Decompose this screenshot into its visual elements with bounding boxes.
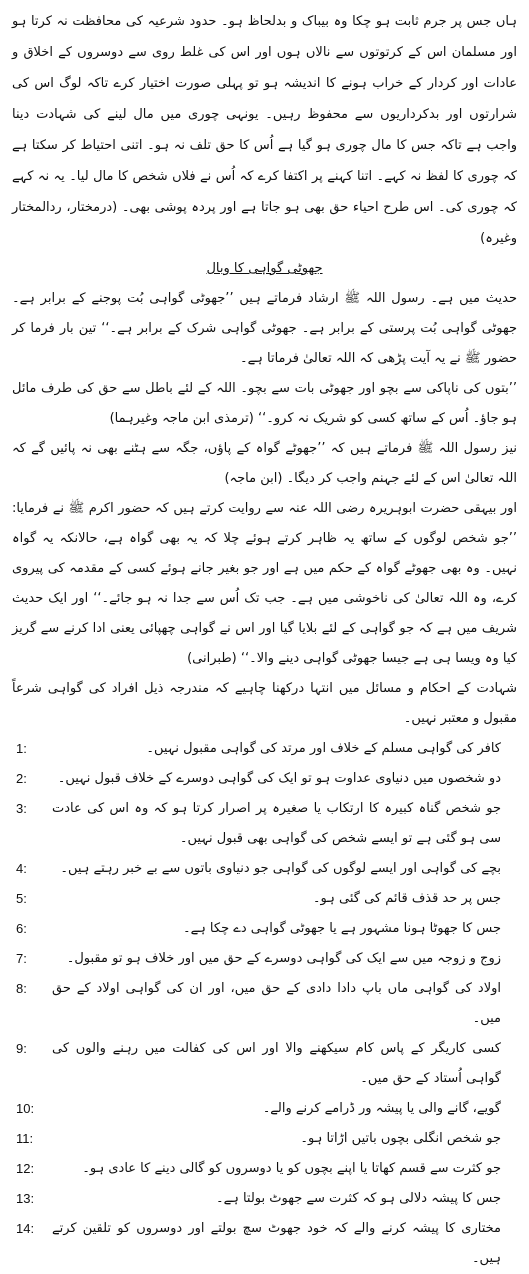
conditions-list — [12, 734, 517, 1274]
item-text: مختاری کا پیشہ کرنے والے کہ خود جھوٹ سچ بولتے اور دوسروں کو تلقین کرتے ہیں۔ — [52, 1221, 501, 1266]
item-number: 8: — [16, 981, 27, 996]
hadith-paragraph-3: اور بیہقی حضرت ابوہریرہ رضی اللہ عنہ سے روایت کرتے ہیں کہ حضور اکرم ﷺ نے فرمایا: ’’جو شخص لوگوں کے ساتھ یہ ظاہر کرتے ہوئے چلا کہ یہ بھی گواہ ہے، حالانکہ یہ گواہ نہیں۔ وہ بھی جھوٹے گواہ کے حکم میں ہے اور جو بغیر جانے ہوئے کسی کے مقدمہ کی پیروی کرے، وہ اللہ تعالیٰ کی ناخوشی میں ہے۔ جب تک اُس سے جدا نہ ہو جائے۔‘‘ اور ایک حدیث شریف میں ہے کہ جو گواہی کے لئے بلایا گیا اور اس نے گواہی چھپائی یعنی ادا کرنے سے گریز کیا وہ ویسا ہی ہے جیسا جھوٹی گواہی دینے والا۔‘‘ (طبرانی) — [12, 501, 517, 666]
list-item — [12, 1154, 517, 1184]
item-text: جو شخص انگلی بچوں باتیں اڑاتا ہو۔ — [300, 1131, 501, 1146]
list-item — [12, 1124, 517, 1154]
list-item — [12, 974, 517, 1034]
item-number: 3: — [16, 801, 27, 816]
item-text: جس کا جھوٹا ہونا مشہور ہے یا جھوٹی گواہی دے چکا ہے۔ — [182, 921, 501, 936]
hadith-paragraph-1: حدیث میں ہے۔ رسول اللہ ﷺ ارشاد فرماتے ہیں ’’جھوٹی گواہی بُت پوجنے کے برابر ہے۔ جھوٹی گواہی بُت پرستی کے برابر ہے۔ جھوٹی گواہی شرک کے برابر ہے۔‘‘ تین بار فرما کر حضور ﷺ نے یہ آیت پڑھی کہ اللہ تعالیٰ فرماتا ہے۔ — [12, 291, 517, 366]
item-number: 11: — [16, 1131, 34, 1146]
item-text: کسی کاریگر کے پاس کام سیکھنے والا اور اس کی کفالت میں رہنے والوں کی گواہی اُستاد کے حق میں۔ — [52, 1041, 501, 1086]
item-number: 2: — [16, 771, 27, 786]
list-item — [12, 794, 517, 854]
item-text: کافر کی گواہی مسلم کے خلاف اور مرتد کی گواہی مقبول نہیں۔ — [146, 741, 501, 756]
section-heading: جھوٹی گواہی کا وبال — [206, 261, 323, 276]
item-text: گویے، گانے والی یا پیشہ ور ڈرامے کرنے والے۔ — [262, 1101, 501, 1116]
list-item — [12, 914, 517, 944]
item-text: جو شخص گناہ کبیرہ کا ارتکاب یا صغیرہ پر اصرار کرتا ہو کہ وہ اس کی عادت سی ہو گئی ہے تو ایسے شخص کی گواہی بھی قبول نہیں۔ — [52, 801, 501, 846]
list-item — [12, 764, 517, 794]
item-number: 9: — [16, 1041, 27, 1056]
item-text: جو کثرت سے قسم کھاتا یا اپنے بچوں کو یا دوسروں کو گالی دینے کا عادی ہو۔ — [82, 1161, 501, 1176]
item-number: 7: — [16, 951, 27, 966]
item-number: 14: — [16, 1221, 35, 1236]
item-text: بچے کی گواہی اور ایسے لوگوں کی گواہی جو دنیاوی باتوں سے بے خبر رہتے ہیں۔ — [60, 861, 501, 876]
item-number: 10: — [16, 1101, 35, 1116]
list-item — [12, 1094, 517, 1124]
verse-quote: ’’بتوں کی ناپاکی سے بچو اور جھوٹی بات سے بچو۔ اللہ کے لئے باطل سے حق کی طرف مائل ہو جاؤ۔ اُس کے ساتھ کسی کو شریک نہ کرو۔‘‘ (ترمذی ابن ماجہ وغیرہما) — [12, 381, 517, 426]
list-item — [12, 884, 517, 914]
intro-paragraph: ہاں جس پر جرم ثابت ہو چکا وہ بیباک و بدلحاظ ہو۔ حدود شرعیہ کی محافظت نہ کرتا ہو اور مسلمان اس کے کرتوتوں سے نالاں ہوں اور اس کی غلط روی سے دوسروں کے اخلاق و عادات اور کردار کے خراب ہونے کا اندیشہ ہو تو پہلی صورت اختیار کرے تاکہ لوگ اس کی شرارتوں اور بدکرداریوں سے محفوظ رہیں۔ یونہی چوری میں مال لینے کی شہادت دینا واجب ہے تاکہ جس کا مال چوری ہو گیا ہے اُس کا حق تلف نہ ہو۔ اتنی احتیاط کر سکتا ہے کہ چوری کا لفظ نہ کہے۔ اتنا کہنے پر اکتفا کرے کہ اُس نے فلاں شخص کا مال لیا۔ یہ نہ کہے کہ چوری کی۔ اس طرح احیاء حق بھی ہو جاتا ہے اور پردہ پوشی بھی۔ (درمختار، ردالمختار وغیرہ) — [12, 14, 517, 246]
item-text: اولاد کی گواہی ماں باپ دادا دادی کے حق میں، اور ان کی گواہی اولاد کے حق میں۔ — [52, 981, 501, 1026]
item-number: 1: — [16, 741, 27, 756]
list-item — [12, 1184, 517, 1214]
item-number: 5: — [16, 891, 27, 906]
conditions-intro: شہادت کے احکام و مسائل میں انتہا درکھنا چاہیے کہ مندرجہ ذیل افراد کی گواہی شرعاً مقبول و معتبر نہیں۔ — [12, 681, 517, 726]
list-item — [12, 854, 517, 884]
item-number: 13: — [16, 1191, 35, 1206]
hadith-paragraph-2: نیز رسول اللہ ﷺ فرماتے ہیں کہ ’’جھوٹے گواہ کے پاؤں، جگہ سے ہٹنے بھی نہ پائیں گے کہ اللہ تعالیٰ اس کے لئے جہنم واجب کر دیگا۔ (ابن ماجہ) — [12, 441, 517, 486]
list-item — [12, 944, 517, 974]
item-text: جس پر حد قذف قائم کی گئی ہو۔ — [312, 891, 501, 906]
item-text: دو شخصوں میں دنیاوی عداوت ہو تو ایک کی گواہی دوسرے کے خلاف قبول نہیں۔ — [57, 771, 501, 786]
item-number: 6: — [16, 921, 27, 936]
list-item — [12, 1034, 517, 1094]
item-text: زوج و زوجہ میں سے ایک کی گواہی دوسرے کے حق میں اور خلاف ہو تو مقبول۔ — [66, 951, 501, 966]
list-item — [12, 1214, 517, 1274]
item-text: جس کا پیشہ دلالی ہو کہ کثرت سے جھوٹ بولتا ہے۔ — [215, 1191, 501, 1206]
item-number: 12: — [16, 1161, 35, 1176]
list-item — [12, 734, 517, 764]
item-number: 4: — [16, 861, 27, 876]
